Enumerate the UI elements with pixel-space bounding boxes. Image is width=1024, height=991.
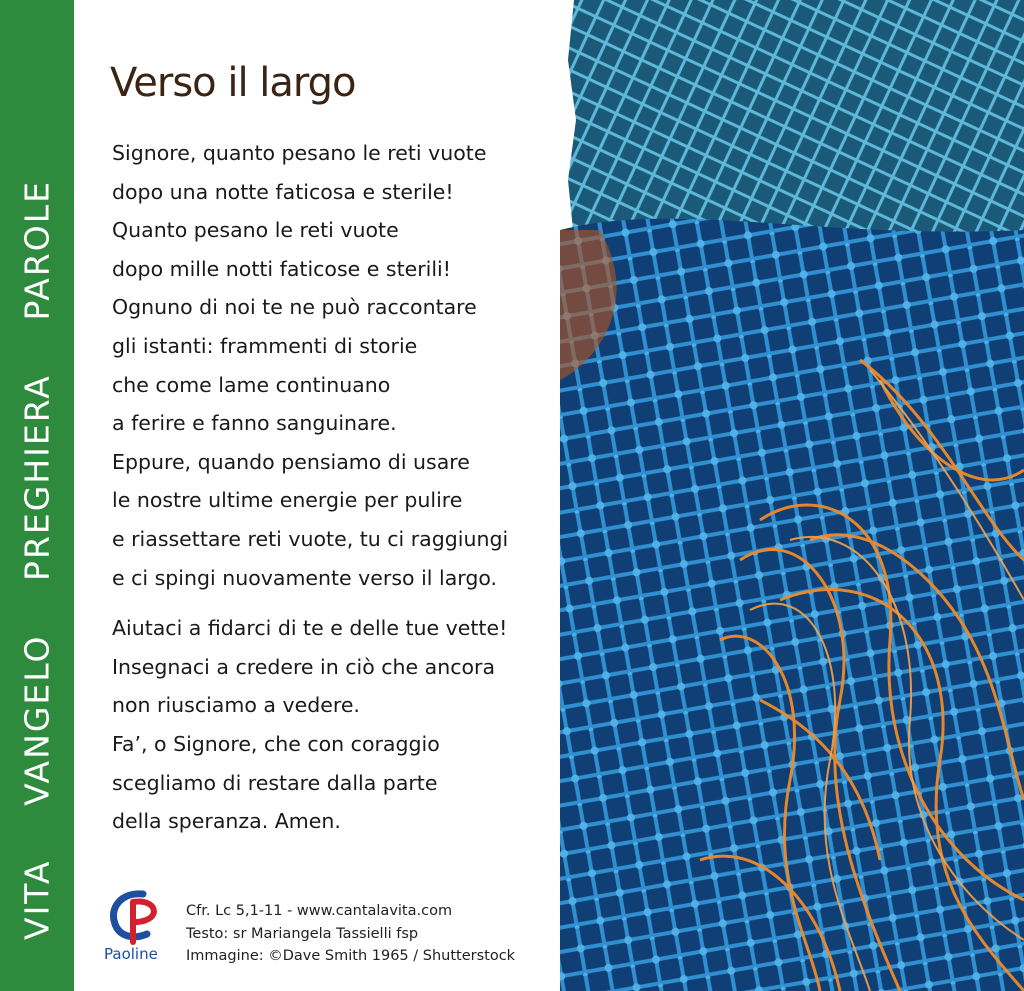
poem-line: della speranza. Amen. <box>112 809 341 834</box>
poem-line: a ferire e fanno sanguinare. <box>112 411 397 436</box>
sidebar-band <box>0 0 74 991</box>
poem-text <box>112 134 562 841</box>
sidebar-word-vangelo: VANGELO <box>17 634 57 806</box>
credit-text-author: Testo: sr Mariangela Tassielli fsp <box>186 925 419 942</box>
logo-label: Paoline <box>104 945 158 963</box>
credits-block <box>186 900 515 968</box>
sidebar-words <box>18 180 57 940</box>
poem-line: e ci spingi nuovamente verso il largo. <box>112 565 498 590</box>
poem-line: scegliamo di restare dalla parte <box>112 770 438 795</box>
poem-line: che come lame continuano <box>112 372 391 397</box>
poem-line: Ognuno di noi te ne può raccontare <box>112 295 477 320</box>
poem-line: dopo mille notti faticose e sterili! <box>112 256 451 281</box>
poem-line: Insegnaci a credere in ciò che ancora <box>112 654 496 679</box>
stanza-divider <box>112 597 562 609</box>
poem-line: Quanto pesano le reti vuote <box>112 218 399 243</box>
page-title: Verso il largo <box>110 60 356 106</box>
poem-line: le nostre ultime energie per pulire <box>112 488 463 513</box>
sidebar-word-parole: PAROLE <box>17 180 57 321</box>
poem-line: dopo una notte faticosa e sterile! <box>112 179 454 204</box>
poem-line: gli istanti: frammenti di storie <box>112 333 418 358</box>
fishing-nets-photo <box>560 0 1024 991</box>
poem-line: Fa’, o Signore, che con coraggio <box>112 731 440 756</box>
poem-line: Aiutaci a fidarci di te e delle tue vette! <box>112 616 508 641</box>
credit-reference: Cfr. Lc 5,1-11 - www.cantalavita.com <box>186 903 453 919</box>
poem-line: e riassettare reti vuote, tu ci raggiungi <box>112 526 509 551</box>
credit-image: Immagine: ©Dave Smith 1965 / Shutterstock <box>186 948 516 964</box>
poem-line: non riusciamo a vedere. <box>112 693 360 718</box>
sidebar-word-vita: VITA <box>17 859 57 940</box>
sidebar-word-preghiera: PREGHIERA <box>17 374 57 581</box>
poem-line: Eppure, quando pensiamo di usare <box>112 449 470 474</box>
poem-line: Signore, quanto pesano le reti vuote <box>112 141 487 165</box>
